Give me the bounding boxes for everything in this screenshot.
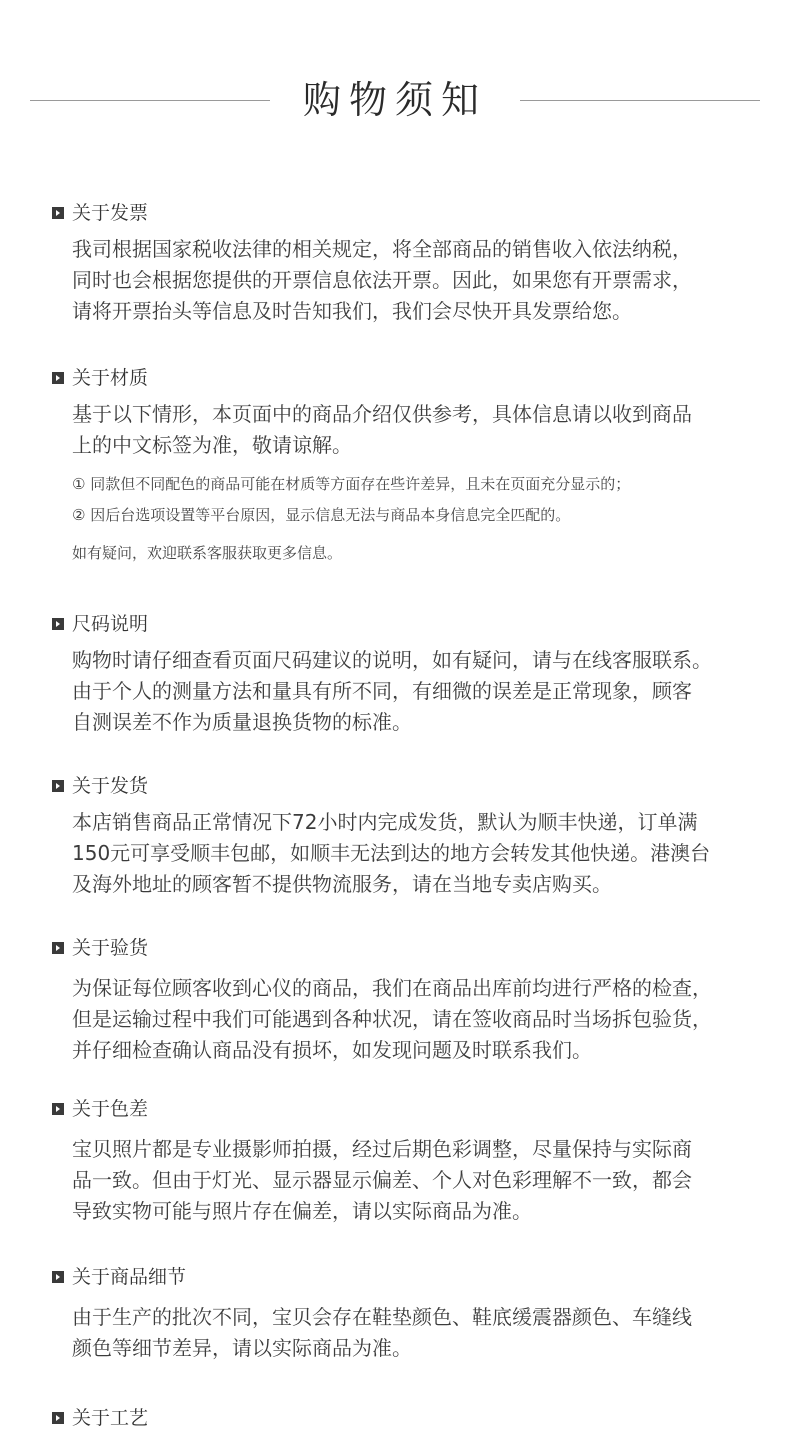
note-item: ① 同款但不同配色的商品可能在材质等方面存在些许差异，且未在页面充分显示的； (72, 475, 631, 493)
body-line: 自测误差不作为质量退换货物的标准。 (72, 710, 412, 734)
body-line: 及海外地址的顾客暂不提供物流服务，请在当地专卖店购买。 (72, 872, 612, 896)
section-product-details (52, 1264, 752, 1364)
arrow-bullet-icon (52, 1271, 64, 1283)
section-title: 关于色差 (72, 1098, 149, 1120)
arrow-bullet-icon (52, 942, 64, 954)
body-line: 由于生产的批次不同，宝贝会存在鞋垫颜色、鞋底缓震器颜色、车缝线 (72, 1305, 692, 1329)
body-line: 宝贝照片都是专业摄影师拍摄，经过后期色彩调整，尽量保持与实际商 (72, 1137, 692, 1161)
section-color-difference (52, 1096, 752, 1227)
header-divider-right (520, 100, 760, 101)
section-craftsmanship (52, 1405, 752, 1431)
body-line: 我司根据国家税收法律的相关规定，将全部商品的销售收入依法纳税， (72, 237, 692, 261)
section-heading (52, 935, 752, 961)
body-line: 同时也会根据您提供的开票信息依法开票。因此，如果您有开票需求， (72, 268, 692, 292)
page-header (0, 72, 790, 132)
arrow-bullet-icon (52, 1103, 64, 1115)
body-line: 品一致。但由于灯光、显示器显示偏差、个人对色彩理解不一致，都会 (72, 1168, 692, 1192)
section-heading (52, 365, 752, 391)
section-heading (52, 611, 752, 637)
body-line: 并仔细检查确认商品没有损坏，如发现问题及时联系我们。 (72, 1038, 592, 1062)
section-body (72, 399, 752, 461)
arrow-bullet-icon (52, 618, 64, 630)
body-line: 导致实物可能与照片存在偏差，请以实际商品为准。 (72, 1199, 532, 1223)
section-shipping (52, 773, 752, 900)
section-body (72, 807, 752, 900)
section-body (72, 1134, 752, 1227)
section-title: 关于验货 (72, 937, 149, 959)
section-body (72, 645, 752, 738)
arrow-bullet-icon (52, 207, 64, 219)
material-notes (72, 474, 752, 525)
body-line: 由于个人的测量方法和量具有所不同，有细微的误差是正常现象，顾客 (72, 679, 692, 703)
contact-note: 如有疑问，欢迎联系客服获取更多信息。 (72, 544, 343, 562)
note-item: ② 因后台选项设置等平台原因，显示信息无法与商品本身信息完全匹配的。 (72, 506, 571, 524)
body-line: 请将开票抬头等信息及时告知我们，我们会尽快开具发票给您。 (72, 299, 632, 323)
body-line: 本店销售商品正常情况下72小时内完成发货，默认为顺丰快递，订单满 (72, 810, 698, 834)
section-title: 关于发货 (72, 775, 149, 797)
section-title: 关于商品细节 (72, 1266, 187, 1288)
section-heading (52, 1264, 752, 1290)
body-line: 基于以下情形，本页面中的商品介绍仅供参考，具体信息请以收到商品 (72, 402, 692, 426)
section-title: 尺码说明 (72, 613, 149, 635)
arrow-bullet-icon (52, 372, 64, 384)
section-body (72, 973, 752, 1066)
body-line: 为保证每位顾客收到心仪的商品，我们在商品出库前均进行严格的检查， (72, 976, 712, 1000)
body-line: 但是运输过程中我们可能遇到各种状况，请在签收商品时当场拆包验货， (72, 1007, 712, 1031)
section-invoice (52, 200, 752, 327)
arrow-bullet-icon (52, 780, 64, 792)
section-inspection (52, 935, 752, 1066)
section-body (72, 234, 752, 327)
material-footer (72, 543, 752, 563)
section-heading (52, 773, 752, 799)
body-line: 购物时请仔细查看页面尺码建议的说明，如有疑问，请与在线客服联系。 (72, 648, 712, 672)
section-title: 关于工艺 (72, 1407, 149, 1429)
header-divider-left (30, 100, 270, 101)
arrow-bullet-icon (52, 1412, 64, 1424)
section-body (72, 1302, 752, 1364)
body-line: 颜色等细节差异，请以实际商品为准。 (72, 1336, 412, 1360)
section-material (52, 365, 752, 563)
section-sizing (52, 611, 752, 738)
section-title: 关于材质 (72, 367, 149, 389)
page-title: 购物须知 (302, 78, 487, 122)
body-line: 150元可享受顺丰包邮，如顺丰无法到达的地方会转发其他快递。港澳台 (72, 841, 711, 865)
section-title: 关于发票 (72, 202, 149, 224)
section-heading (52, 200, 752, 226)
section-heading (52, 1405, 752, 1431)
body-line: 上的中文标签为准，敬请谅解。 (72, 433, 352, 457)
section-heading (52, 1096, 752, 1122)
